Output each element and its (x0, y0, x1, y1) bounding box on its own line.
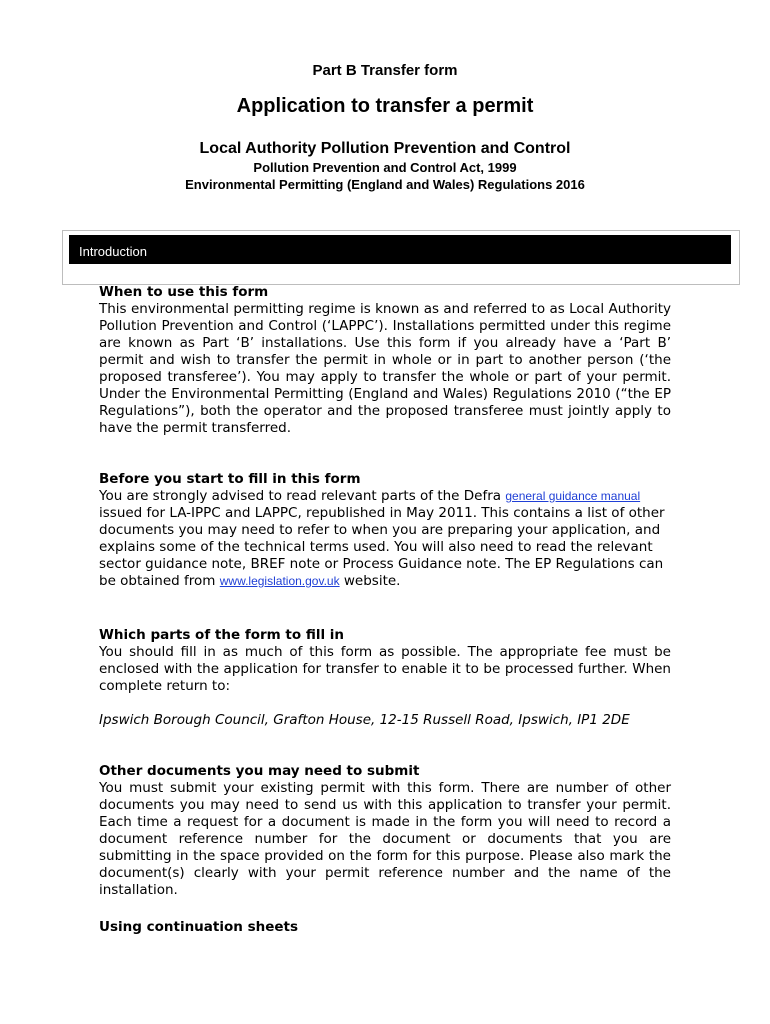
return-address: Ipswich Borough Council, Grafton House, 12-15 Russell Road, Ipswich, IP1 2DE (99, 712, 630, 728)
continuation-sheets-section (99, 919, 671, 936)
regulations-reference: Environmental Permitting (England and Wales) Regulations 2016 (185, 177, 585, 192)
page-title: Application to transfer a permit (236, 95, 534, 117)
regime-title: Local Authority Pollution Prevention and Control (199, 140, 571, 157)
before-you-start-section (99, 471, 671, 590)
when-to-use-heading: When to use this form (99, 284, 269, 300)
before-you-start-text-1: You are strongly advised to read relevant parts of the Defra (99, 488, 506, 504)
act-reference: Pollution Prevention and Control Act, 1999 (253, 160, 517, 175)
which-parts-heading: Which parts of the form to fill in (99, 627, 345, 643)
which-parts-body: You should fill in as much of this form as possible. The appropriate fee must be enclosed with the application for transfer to enable it to be processed further. When complete return to: (99, 644, 671, 694)
which-parts-section (99, 627, 671, 695)
form-subtitle: Part B Transfer form (312, 62, 458, 79)
before-you-start-text-3: website. (339, 573, 401, 589)
when-to-use-section (99, 284, 671, 437)
other-documents-section (99, 763, 671, 899)
when-to-use-body: This environmental permitting regime is known as and referred to as Local Authority Pollution Prevention and Control (‘LAPPC’). Installations permitted under this regime are known as Part ‘B’ installations. Use this form if you already have a ‘Part B’ permit and wish to transfer the permit in whole or in part to another person (‘the proposed transferee’). You may apply to transfer the whole or part of your permit. Under the Environmental Permitting (England and Wales) Regulations 2010 (“the EP Regulations”), both the operator and the proposed transferee must jointly apply to have the permit transferred. (99, 301, 671, 436)
before-you-start-text-2: issued for LA-IPPC and LAPPC, republished in May 2011. This contains a list of other documents you may need to refer to when you are preparing your application, and explains some of the technical terms used. You will also need to read the relevant sector guidance note, BREF note or Process Guidance note. The EP Regulations can be obtained from (99, 505, 665, 589)
other-documents-heading: Other documents you may need to submit (99, 763, 420, 779)
other-documents-body: You must submit your existing permit with this form. There are number of other documents you may need to send us with this application to transfer your permit. Each time a request for a document is made in the form you will need to record a document reference number for the document or documents that you are submitting in the space provided on the form for this purpose. Please also mark the document(s) clearly with your permit reference number and the name of the installation. (99, 780, 671, 898)
continuation-sheets-heading: Using continuation sheets (99, 919, 299, 935)
before-you-start-heading: Before you start to fill in this form (99, 471, 361, 487)
general-guidance-manual-link[interactable]: general guidance manual (505, 489, 641, 503)
before-you-start-body (99, 488, 671, 590)
introduction-header-bar: Introduction (69, 235, 731, 264)
return-address-section (99, 712, 671, 729)
legislation-website-link[interactable]: www.legislation.gov.uk (219, 574, 340, 588)
